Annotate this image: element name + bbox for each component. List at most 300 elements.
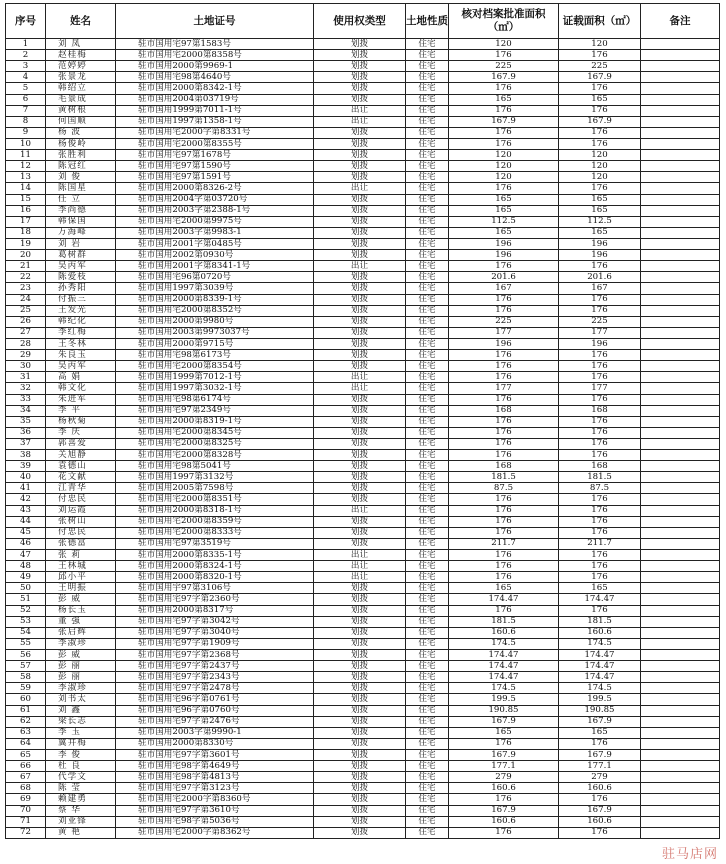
- row-approved-area: 160.6: [449, 816, 559, 827]
- row-certificate-number: 驻市国用2000第8326-2号: [116, 183, 314, 194]
- row-right-type: 划拨: [314, 461, 406, 472]
- table-row: [6, 416, 720, 427]
- row-land-nature: 住宅: [406, 550, 449, 561]
- row-land-nature: 住宅: [406, 616, 449, 627]
- row-certified-area: 181.5: [559, 616, 641, 627]
- row-index: 69: [6, 794, 46, 805]
- row-index: 52: [6, 605, 46, 616]
- row-approved-area: 225: [449, 61, 559, 72]
- row-index: 12: [6, 161, 46, 172]
- table-row: [6, 527, 720, 538]
- row-certificate-number: 驻市国用2000第8330号: [116, 738, 314, 749]
- row-approved-area: 176: [449, 50, 559, 61]
- row-land-nature: 住宅: [406, 583, 449, 594]
- row-right-type: 划拨: [314, 83, 406, 94]
- row-certificate-number: 驻市国用2004字第03720号: [116, 194, 314, 205]
- row-land-nature: 住宅: [406, 527, 449, 538]
- row-name: 何国顺: [46, 116, 116, 127]
- row-land-nature: 住宅: [406, 116, 449, 127]
- row-certificate-number: 驻市国用宅2000第8352号: [116, 305, 314, 316]
- row-land-nature: 住宅: [406, 638, 449, 649]
- row-certificate-number: 驻市国用2005第7598号: [116, 483, 314, 494]
- table-row: [6, 50, 720, 61]
- row-approved-area: 167.9: [449, 116, 559, 127]
- row-name: 花文献: [46, 472, 116, 483]
- row-certified-area: 168: [559, 461, 641, 472]
- table-row: [6, 538, 720, 549]
- table-row: [6, 272, 720, 283]
- header-index: 序号: [6, 4, 46, 39]
- row-approved-area: 196: [449, 250, 559, 261]
- header-name: 姓名: [46, 4, 116, 39]
- row-remarks: [641, 105, 720, 116]
- row-certificate-number: 驻市国用宅97字第3040号: [116, 627, 314, 638]
- row-name: 赖建勇: [46, 794, 116, 805]
- row-index: 24: [6, 294, 46, 305]
- row-approved-area: 199.5: [449, 694, 559, 705]
- row-remarks: [641, 538, 720, 549]
- row-land-nature: 住宅: [406, 83, 449, 94]
- row-land-nature: 住宅: [406, 416, 449, 427]
- row-right-type: 划拨: [314, 150, 406, 161]
- row-approved-area: 176: [449, 561, 559, 572]
- row-approved-area: 176: [449, 438, 559, 449]
- row-certified-area: 160.6: [559, 816, 641, 827]
- row-name: 韩绍立: [46, 83, 116, 94]
- row-approved-area: 176: [449, 138, 559, 149]
- row-remarks: [641, 172, 720, 183]
- row-approved-area: 168: [449, 405, 559, 416]
- header-land-nature: 土地性质: [406, 4, 449, 39]
- row-certified-area: 199.5: [559, 694, 641, 705]
- row-certificate-number: 驻市国用2003第9973037号: [116, 327, 314, 338]
- row-index: 14: [6, 183, 46, 194]
- row-name: 王林城: [46, 561, 116, 572]
- row-index: 44: [6, 516, 46, 527]
- row-certificate-number: 驻市国用宅2000第8351号: [116, 494, 314, 505]
- row-index: 54: [6, 627, 46, 638]
- row-right-type: 划拨: [314, 716, 406, 727]
- row-certified-area: 167: [559, 283, 641, 294]
- row-approved-area: 176: [449, 550, 559, 561]
- row-certified-area: 176: [559, 361, 641, 372]
- row-name: 张景龙: [46, 72, 116, 83]
- row-approved-area: 176: [449, 305, 559, 316]
- row-right-type: 划拨: [314, 583, 406, 594]
- table-row: [6, 427, 720, 438]
- row-certificate-number: 驻市国用宅2000第8355号: [116, 138, 314, 149]
- row-certificate-number: 驻市国用2000第8317号: [116, 605, 314, 616]
- row-right-type: 出让: [314, 550, 406, 561]
- row-approved-area: 176: [449, 794, 559, 805]
- row-certified-area: 196: [559, 250, 641, 261]
- row-index: 31: [6, 372, 46, 383]
- row-remarks: [641, 516, 720, 527]
- row-approved-area: 176: [449, 183, 559, 194]
- row-land-nature: 住宅: [406, 427, 449, 438]
- row-certified-area: 176: [559, 138, 641, 149]
- row-approved-area: 160.6: [449, 627, 559, 638]
- table-row: [6, 238, 720, 249]
- row-right-type: 划拨: [314, 750, 406, 761]
- row-approved-area: 176: [449, 605, 559, 616]
- row-right-type: 划拨: [314, 316, 406, 327]
- row-certificate-number: 驻市国用宅96第0720号: [116, 272, 314, 283]
- row-land-nature: 住宅: [406, 316, 449, 327]
- row-index: 33: [6, 394, 46, 405]
- row-remarks: [641, 72, 720, 83]
- row-index: 36: [6, 427, 46, 438]
- row-right-type: 划拨: [314, 772, 406, 783]
- row-remarks: [641, 638, 720, 649]
- row-approved-area: 176: [449, 350, 559, 361]
- row-approved-area: 165: [449, 227, 559, 238]
- row-land-nature: 住宅: [406, 472, 449, 483]
- row-land-nature: 住宅: [406, 394, 449, 405]
- row-remarks: [641, 416, 720, 427]
- row-right-type: 划拨: [314, 538, 406, 549]
- row-name: 韩纪化: [46, 316, 116, 327]
- row-certificate-number: 驻市国用宅97第1590号: [116, 161, 314, 172]
- table-row: [6, 816, 720, 827]
- row-certified-area: 176: [559, 50, 641, 61]
- row-right-type: 划拨: [314, 161, 406, 172]
- row-certified-area: 177.1: [559, 761, 641, 772]
- row-certified-area: 165: [559, 227, 641, 238]
- row-land-nature: 住宅: [406, 716, 449, 727]
- row-certified-area: 177: [559, 327, 641, 338]
- row-index: 38: [6, 450, 46, 461]
- row-certified-area: 196: [559, 238, 641, 249]
- row-approved-area: 279: [449, 772, 559, 783]
- row-certified-area: 176: [559, 438, 641, 449]
- row-right-type: 划拨: [314, 672, 406, 683]
- row-index: 2: [6, 50, 46, 61]
- row-name: 陈国星: [46, 183, 116, 194]
- row-land-nature: 住宅: [406, 461, 449, 472]
- row-index: 48: [6, 561, 46, 572]
- row-name: 刘运霞: [46, 505, 116, 516]
- row-approved-area: 120: [449, 150, 559, 161]
- row-land-nature: 住宅: [406, 261, 449, 272]
- table-row: [6, 261, 720, 272]
- row-name: 王冬林: [46, 338, 116, 349]
- row-index: 49: [6, 572, 46, 583]
- row-remarks: [641, 361, 720, 372]
- row-certified-area: 120: [559, 39, 641, 50]
- row-right-type: 划拨: [314, 827, 406, 838]
- table-row: [6, 605, 720, 616]
- row-name: 彭 威: [46, 650, 116, 661]
- row-index: 71: [6, 816, 46, 827]
- row-land-nature: 住宅: [406, 750, 449, 761]
- row-certificate-number: 驻市国用2003字第2388-1号: [116, 205, 314, 216]
- row-land-nature: 住宅: [406, 538, 449, 549]
- row-index: 50: [6, 583, 46, 594]
- row-name: 王发光: [46, 305, 116, 316]
- row-right-type: 划拨: [314, 61, 406, 72]
- row-certificate-number: 驻市国用宅2000第8345号: [116, 427, 314, 438]
- table-row: [6, 694, 720, 705]
- row-certificate-number: 驻市国用宅97字第3610号: [116, 805, 314, 816]
- row-remarks: [641, 705, 720, 716]
- row-name: 刘 岩: [46, 238, 116, 249]
- row-approved-area: 176: [449, 83, 559, 94]
- row-index: 45: [6, 527, 46, 538]
- row-certified-area: 165: [559, 583, 641, 594]
- row-certificate-number: 驻市国用2000第9980号: [116, 316, 314, 327]
- row-index: 27: [6, 327, 46, 338]
- row-name: 赵桂梅: [46, 50, 116, 61]
- row-certified-area: 174.5: [559, 638, 641, 649]
- row-name: 李红梅: [46, 327, 116, 338]
- row-right-type: 划拨: [314, 761, 406, 772]
- row-land-nature: 住宅: [406, 438, 449, 449]
- row-land-nature: 住宅: [406, 705, 449, 716]
- row-certificate-number: 驻市国用2004第03719号: [116, 94, 314, 105]
- row-remarks: [641, 483, 720, 494]
- row-name: 江青华: [46, 483, 116, 494]
- row-certificate-number: 驻市国用2001字第8341-1号: [116, 261, 314, 272]
- row-name: 董 强: [46, 616, 116, 627]
- row-right-type: 划拨: [314, 127, 406, 138]
- table-row: [6, 283, 720, 294]
- row-right-type: 出让: [314, 116, 406, 127]
- table-row: [6, 94, 720, 105]
- row-right-type: 划拨: [314, 794, 406, 805]
- row-right-type: 划拨: [314, 94, 406, 105]
- row-remarks: [641, 627, 720, 638]
- row-right-type: 划拨: [314, 438, 406, 449]
- row-remarks: [641, 794, 720, 805]
- row-approved-area: 196: [449, 238, 559, 249]
- table-row: [6, 227, 720, 238]
- row-certified-area: 174.5: [559, 683, 641, 694]
- row-land-nature: 住宅: [406, 161, 449, 172]
- row-land-nature: 住宅: [406, 727, 449, 738]
- table-row: [6, 194, 720, 205]
- row-right-type: 划拨: [314, 327, 406, 338]
- row-approved-area: 120: [449, 161, 559, 172]
- row-certified-area: 176: [559, 394, 641, 405]
- table-row: [6, 783, 720, 794]
- row-name: 彭 威: [46, 594, 116, 605]
- table-row: [6, 316, 720, 327]
- row-approved-area: 174.5: [449, 683, 559, 694]
- row-certificate-number: 驻市国用宅2000字第8331号: [116, 127, 314, 138]
- row-name: 任 立: [46, 194, 116, 205]
- row-certified-area: 174.47: [559, 661, 641, 672]
- table-row: [6, 805, 720, 816]
- row-right-type: 划拨: [314, 738, 406, 749]
- table-row: [6, 583, 720, 594]
- row-remarks: [641, 216, 720, 227]
- row-name: 毛景成: [46, 94, 116, 105]
- row-approved-area: 176: [449, 827, 559, 838]
- row-right-type: 划拨: [314, 783, 406, 794]
- row-name: 杜 良: [46, 761, 116, 772]
- table-row: [6, 372, 720, 383]
- row-remarks: [641, 805, 720, 816]
- table-row: [6, 594, 720, 605]
- row-right-type: 划拨: [314, 272, 406, 283]
- row-certificate-number: 驻市国用宅97字第2437号: [116, 661, 314, 672]
- row-index: 19: [6, 238, 46, 249]
- row-index: 57: [6, 661, 46, 672]
- row-index: 7: [6, 105, 46, 116]
- table-row: [6, 461, 720, 472]
- row-index: 68: [6, 783, 46, 794]
- row-index: 6: [6, 94, 46, 105]
- row-approved-area: 176: [449, 738, 559, 749]
- row-approved-area: 176: [449, 394, 559, 405]
- row-index: 40: [6, 472, 46, 483]
- row-name: 韩保国: [46, 216, 116, 227]
- table-row: [6, 672, 720, 683]
- row-land-nature: 住宅: [406, 238, 449, 249]
- table-row: [6, 472, 720, 483]
- row-remarks: [641, 661, 720, 672]
- row-land-nature: 住宅: [406, 516, 449, 527]
- table-row: [6, 72, 720, 83]
- row-right-type: 划拨: [314, 194, 406, 205]
- table-header: [6, 4, 720, 39]
- row-remarks: [641, 761, 720, 772]
- row-name: 刘 俊: [46, 172, 116, 183]
- row-certificate-number: 驻市国用宅97第1678号: [116, 150, 314, 161]
- row-remarks: [641, 261, 720, 272]
- row-name: 付忠民: [46, 494, 116, 505]
- table-row: [6, 294, 720, 305]
- row-land-nature: 住宅: [406, 450, 449, 461]
- row-index: 51: [6, 594, 46, 605]
- row-remarks: [641, 683, 720, 694]
- row-name: 郭喜爱: [46, 438, 116, 449]
- row-index: 42: [6, 494, 46, 505]
- table-row: [6, 138, 720, 149]
- row-certificate-number: 驻市国用1997第3132号: [116, 472, 314, 483]
- row-remarks: [641, 550, 720, 561]
- row-approved-area: 174.5: [449, 638, 559, 649]
- row-remarks: [641, 772, 720, 783]
- row-certificate-number: 驻市国用1997第3032-1号: [116, 383, 314, 394]
- row-approved-area: 181.5: [449, 616, 559, 627]
- row-remarks: [641, 405, 720, 416]
- table-row: [6, 716, 720, 727]
- row-index: 63: [6, 727, 46, 738]
- row-right-type: 出让: [314, 261, 406, 272]
- row-land-nature: 住宅: [406, 405, 449, 416]
- row-index: 21: [6, 261, 46, 272]
- row-certificate-number: 驻市国用2000第8324-1号: [116, 561, 314, 572]
- row-certified-area: 196: [559, 338, 641, 349]
- row-remarks: [641, 572, 720, 583]
- row-certificate-number: 驻市国用2001字第0485号: [116, 238, 314, 249]
- row-right-type: 划拨: [314, 594, 406, 605]
- row-name: 彭 丽: [46, 661, 116, 672]
- row-remarks: [641, 750, 720, 761]
- row-approved-area: 165: [449, 194, 559, 205]
- table-row: [6, 827, 720, 838]
- row-certificate-number: 驻市国用宅98第6173号: [116, 350, 314, 361]
- row-index: 4: [6, 72, 46, 83]
- row-right-type: 划拨: [314, 527, 406, 538]
- table-row: [6, 383, 720, 394]
- row-remarks: [641, 372, 720, 383]
- row-certified-area: 167.9: [559, 805, 641, 816]
- row-certificate-number: 驻市国用宅2000第8354号: [116, 361, 314, 372]
- row-name: 梁长志: [46, 716, 116, 727]
- row-certificate-number: 驻市国用宅98第5041号: [116, 461, 314, 472]
- row-name: 杨 波: [46, 127, 116, 138]
- row-land-nature: 住宅: [406, 127, 449, 138]
- row-certified-area: 160.6: [559, 627, 641, 638]
- row-remarks: [641, 438, 720, 449]
- table-row: [6, 650, 720, 661]
- row-name: 刘亚锋: [46, 816, 116, 827]
- row-name: 孙秀阳: [46, 283, 116, 294]
- row-index: 13: [6, 172, 46, 183]
- row-approved-area: 165: [449, 94, 559, 105]
- row-approved-area: 120: [449, 39, 559, 50]
- header-certificate-number: 土地证号: [116, 4, 314, 39]
- row-land-nature: 住宅: [406, 227, 449, 238]
- row-name: 李淑珍: [46, 683, 116, 694]
- row-index: 43: [6, 505, 46, 516]
- row-certified-area: 176: [559, 372, 641, 383]
- row-land-nature: 住宅: [406, 105, 449, 116]
- row-certificate-number: 驻市国用宅97字第2478号: [116, 683, 314, 694]
- row-approved-area: 176: [449, 261, 559, 272]
- row-certified-area: 174.47: [559, 650, 641, 661]
- row-certificate-number: 驻市国用宅2000第8328号: [116, 450, 314, 461]
- row-certificate-number: 驻市国用1997第3039号: [116, 283, 314, 294]
- row-right-type: 划拨: [314, 616, 406, 627]
- row-certified-area: 167.9: [559, 72, 641, 83]
- row-name: 李尚德: [46, 205, 116, 216]
- row-index: 11: [6, 150, 46, 161]
- row-land-nature: 住宅: [406, 72, 449, 83]
- row-certified-area: 120: [559, 161, 641, 172]
- row-right-type: 划拨: [314, 650, 406, 661]
- row-remarks: [641, 605, 720, 616]
- row-name: 吴丙军: [46, 361, 116, 372]
- table-row: [6, 516, 720, 527]
- row-land-nature: 住宅: [406, 505, 449, 516]
- table-row: [6, 661, 720, 672]
- row-remarks: [641, 150, 720, 161]
- row-land-nature: 住宅: [406, 172, 449, 183]
- row-certificate-number: 驻市国用宅97字第1909号: [116, 638, 314, 649]
- row-name: 朱良玉: [46, 350, 116, 361]
- row-certified-area: 176: [559, 494, 641, 505]
- row-land-nature: 住宅: [406, 61, 449, 72]
- row-certified-area: 176: [559, 183, 641, 194]
- row-index: 70: [6, 805, 46, 816]
- row-certified-area: 176: [559, 794, 641, 805]
- table-row: [6, 305, 720, 316]
- row-certified-area: 181.5: [559, 472, 641, 483]
- row-remarks: [641, 183, 720, 194]
- header-right-type: 使用权类型: [314, 4, 406, 39]
- row-index: 29: [6, 350, 46, 361]
- row-approved-area: 176: [449, 416, 559, 427]
- row-certificate-number: 驻市国用宅98字第4649号: [116, 761, 314, 772]
- row-right-type: 划拨: [314, 450, 406, 461]
- table-row: [6, 350, 720, 361]
- row-certificate-number: 驻市国用2003字第9990-1: [116, 727, 314, 738]
- row-certified-area: 176: [559, 416, 641, 427]
